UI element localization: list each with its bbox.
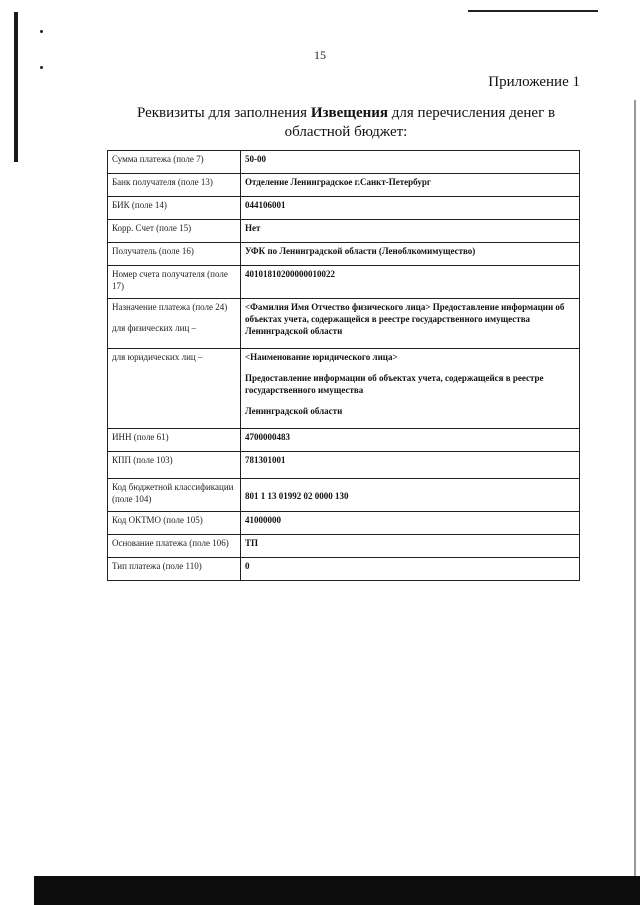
field-label: Корр. Счет (поле 15) bbox=[108, 220, 241, 243]
field-value bbox=[241, 479, 580, 512]
field-value: <Фамилия Имя Отчество физического лица> Предоставление информации об объектах учета, содержащейся в реестре государственного имущества Ленинградской области bbox=[241, 299, 580, 349]
field-value: 781301001 bbox=[241, 452, 580, 479]
field-label: БИК (поле 14) bbox=[108, 197, 241, 220]
title-part: Реквизиты для заполнения bbox=[136, 105, 311, 121]
scan-speck bbox=[40, 30, 43, 33]
field-value-line: <Наименование юридического лица> bbox=[245, 352, 398, 362]
table-row bbox=[108, 479, 580, 512]
table-row bbox=[108, 558, 580, 581]
field-value: 0 bbox=[241, 558, 580, 581]
requisites-table bbox=[107, 150, 580, 581]
field-label: Основание платежа (поле 106) bbox=[108, 535, 241, 558]
table-row bbox=[108, 220, 580, 243]
field-label-line: для физических лиц – bbox=[112, 323, 197, 333]
field-label: КПП (поле 103) bbox=[108, 452, 241, 479]
field-value: УФК по Ленинградской области (Леноблкомимущество) bbox=[241, 243, 580, 266]
field-label: Банк получателя (поле 13) bbox=[108, 174, 241, 197]
table-row bbox=[108, 349, 580, 429]
field-value-line: Ленинградской области bbox=[245, 406, 343, 416]
field-label: Получатель (поле 16) bbox=[108, 243, 241, 266]
document-title bbox=[112, 104, 580, 142]
scan-edge-shadow bbox=[14, 12, 18, 162]
table-row bbox=[108, 174, 580, 197]
field-value bbox=[241, 349, 580, 429]
table-row bbox=[108, 266, 580, 299]
field-value-text: 801 1 13 01992 02 0000 130 bbox=[245, 491, 349, 501]
spacer bbox=[245, 396, 575, 405]
scan-edge-shadow bbox=[34, 876, 640, 905]
field-value: 044106001 bbox=[241, 197, 580, 220]
title-bold: Извещения bbox=[310, 105, 389, 121]
field-value: 50-00 bbox=[241, 151, 580, 174]
table-row bbox=[108, 299, 580, 349]
table-row bbox=[108, 512, 580, 535]
field-value: 40101810200000010022 bbox=[241, 266, 580, 299]
spacer bbox=[112, 313, 236, 322]
spacer bbox=[245, 363, 575, 372]
field-label: Код бюджетной классификации (поле 104) bbox=[108, 479, 241, 512]
field-value: 4700000483 bbox=[241, 429, 580, 452]
field-value-line: Предоставление информации об объектах учета, содержащейся в реестре государственного имущества bbox=[245, 373, 544, 395]
scan-edge-line bbox=[634, 100, 636, 880]
scan-edge-line bbox=[468, 10, 598, 12]
field-label: Код ОКТМО (поле 105) bbox=[108, 512, 241, 535]
field-value: Нет bbox=[241, 220, 580, 243]
field-value: Отделение Ленинградское г.Санкт-Петербург bbox=[241, 174, 580, 197]
table-row bbox=[108, 197, 580, 220]
appendix-label: Приложение 1 bbox=[488, 74, 580, 90]
field-label: ИНН (поле 61) bbox=[108, 429, 241, 452]
page-number: 15 bbox=[314, 48, 326, 62]
table-row bbox=[108, 452, 580, 479]
field-label: Номер счета получателя (поле 17) bbox=[108, 266, 241, 299]
field-value: ТП bbox=[241, 535, 580, 558]
field-label: для юридических лиц – bbox=[108, 349, 241, 429]
field-label-line: Назначение платежа (поле 24) bbox=[112, 302, 228, 312]
field-label bbox=[108, 299, 241, 349]
table-row bbox=[108, 535, 580, 558]
field-value: 41000000 bbox=[241, 512, 580, 535]
field-label: Сумма платежа (поле 7) bbox=[108, 151, 241, 174]
scan-speck bbox=[40, 66, 43, 69]
title-part: для перечисления денег в областной бюджет: bbox=[284, 105, 556, 140]
table-row bbox=[108, 429, 580, 452]
table-row bbox=[108, 243, 580, 266]
table-row bbox=[108, 151, 580, 174]
field-label: Тип платежа (поле 110) bbox=[108, 558, 241, 581]
